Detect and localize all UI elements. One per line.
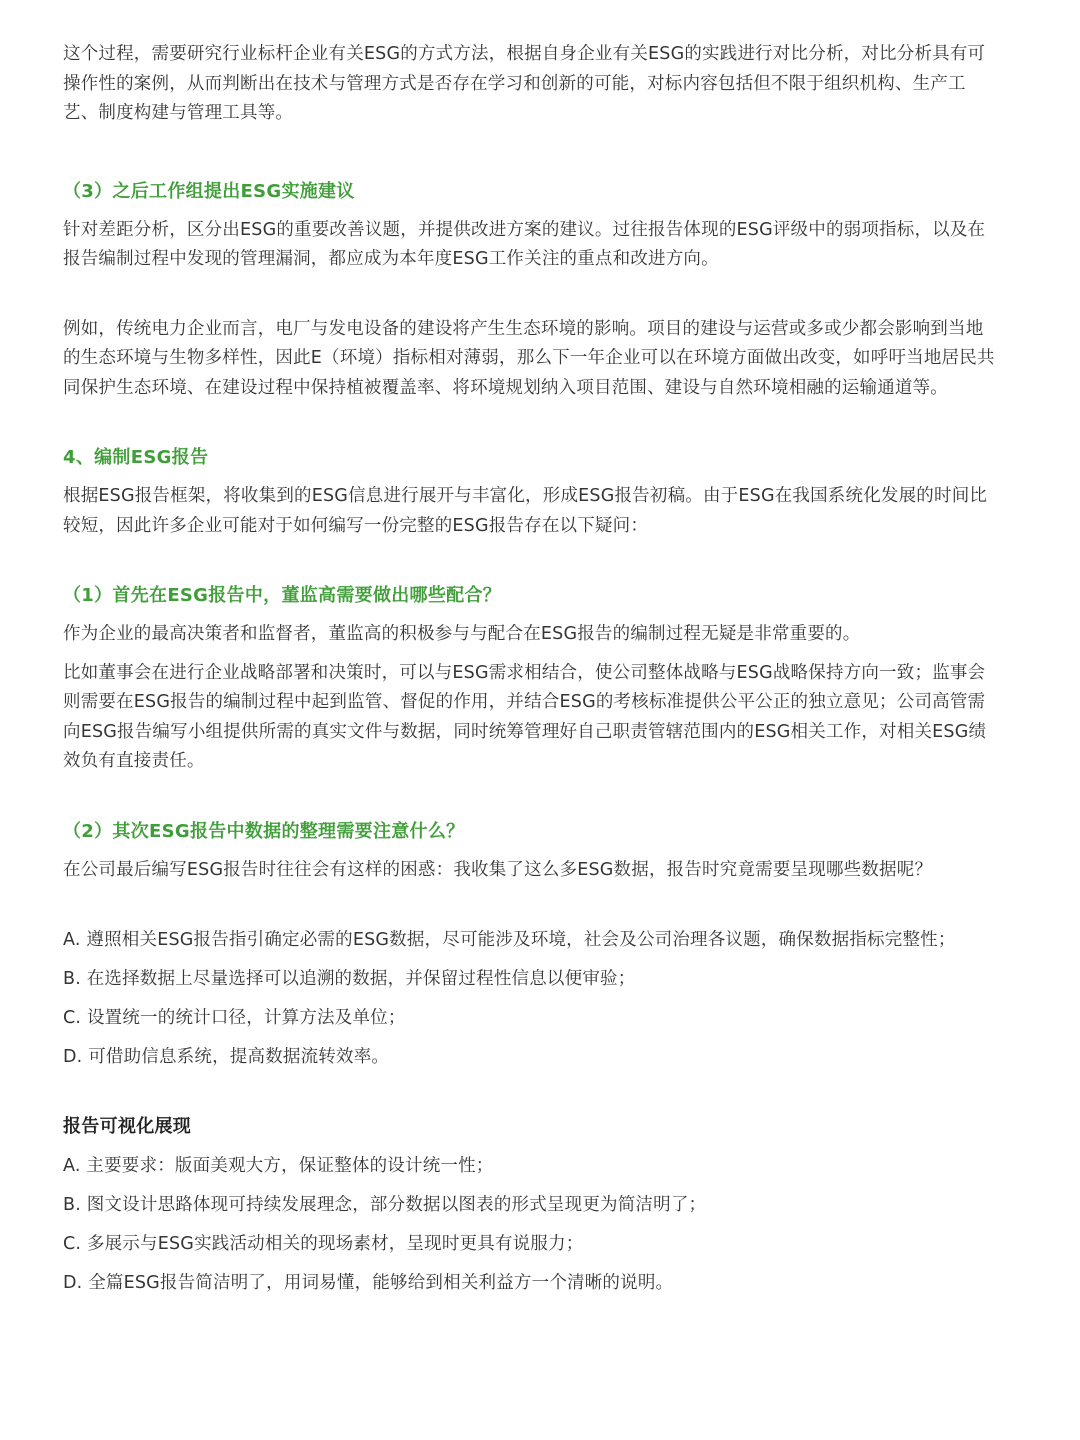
visual-guidelines-list bbox=[63, 1151, 998, 1298]
list-item: A. 遵照相关ESG报告指引确定必需的ESG数据，尽可能涉及环境，社会及公司治理各议题，确保数据指标完整性； bbox=[63, 930, 956, 950]
list-item: B. 图文设计思路体现可持续发展理念，部分数据以图表的形式呈现更为简洁明了； bbox=[63, 1195, 707, 1215]
paragraph-report-framework: 根据ESG报告框架，将收集到的ESG信息进行展开与丰富化，形成ESG报告初稿。由于ESG在我国系统化发展的时间比较短，因此许多企业可能对于如何编写一份完整的ESG报告存在以下疑问： bbox=[63, 486, 988, 536]
list-item: D. 全篇ESG报告简洁明了，用词易懂，能够给到相关利益方一个清晰的说明。 bbox=[63, 1273, 674, 1293]
paragraph-benchmarking: 这个过程，需要研究行业标杆企业有关ESG的方式方法，根据自身企业有关ESG的实践进行对比分析，对比分析具有可操作性的案例，从而判断出在技术与管理方式是否存在学习和创新的可能，对标内容包括但不限于组织机构、生产工艺、制度构建与管理工具等。 bbox=[63, 44, 986, 123]
article-body bbox=[63, 40, 998, 1298]
list-item: D. 可借助信息系统，提高数据流转效率。 bbox=[63, 1047, 390, 1067]
paragraph-board-example: 比如董事会在进行企业战略部署和决策时，可以与ESG需求相结合，使公司整体战略与ESG战略保持方向一致；监事会则需要在ESG报告的编制过程中起到监管、督促的作用，并结合ESG的考核标准提供公平公正的独立意见；公司高管需向ESG报告编写小组提供所需的真实文件与数据，同时统筹管理好自己职责管辖范围内的ESG相关工作，对相关ESG绩效负有直接责任。 bbox=[63, 662, 987, 771]
list-item: C. 多展示与ESG实践活动相关的现场素材，呈现时更具有说服力； bbox=[63, 1234, 584, 1254]
paragraph-board-role: 作为企业的最高决策者和监督者，董监高的积极参与与配合在ESG报告的编制过程无疑是非常重要的。 bbox=[63, 624, 861, 644]
heading-esg-suggestions: （3）之后工作组提出ESG实施建议 bbox=[63, 180, 355, 202]
list-item: A. 主要要求：版面美观大方，保证整体的设计统一性； bbox=[63, 1156, 494, 1176]
paragraph-gap-analysis: 针对差距分析，区分出ESG的重要改善议题，并提供改进方案的建议。过往报告体现的ESG评级中的弱项指标，以及在报告编制过程中发现的管理漏洞，都应成为本年度ESG工作关注的重点和改进方向。 bbox=[63, 219, 986, 269]
heading-visual-presentation: 报告可视化展现 bbox=[63, 1116, 192, 1137]
paragraph-data-confusion: 在公司最后编写ESG报告时往往会有这样的困惑：我收集了这么多ESG数据，报告时究竟需要呈现哪些数据呢？ bbox=[63, 859, 933, 880]
heading-question-data: （2）其次ESG报告中数据的整理需要注意什么？ bbox=[63, 820, 465, 842]
list-item: B. 在选择数据上尽量选择可以追溯的数据，并保留过程性信息以便审验； bbox=[63, 969, 636, 989]
heading-question-board: （1）首先在ESG报告中，董监高需要做出哪些配合？ bbox=[63, 585, 502, 606]
paragraph-power-example: 例如，传统电力企业而言，电厂与发电设备的建设将产生生态环境的影响。项目的建设与运营或多或少都会影响到当地的生态环境与生物多样性，因此E（环境）指标相对薄弱，那么下一年企业可以在环境方面做出改变，如呼吁当地居民共同保护生态环境、在建设过程中保持植被覆盖率、将环境规划纳入项目范围、建设与自然环境相融的运输通道等。 bbox=[63, 318, 995, 398]
heading-compile-report: 4、编制ESG报告 bbox=[63, 447, 209, 468]
data-guidelines-list bbox=[63, 925, 998, 1072]
list-item: C. 设置统一的统计口径，计算方法及单位； bbox=[63, 1008, 406, 1028]
